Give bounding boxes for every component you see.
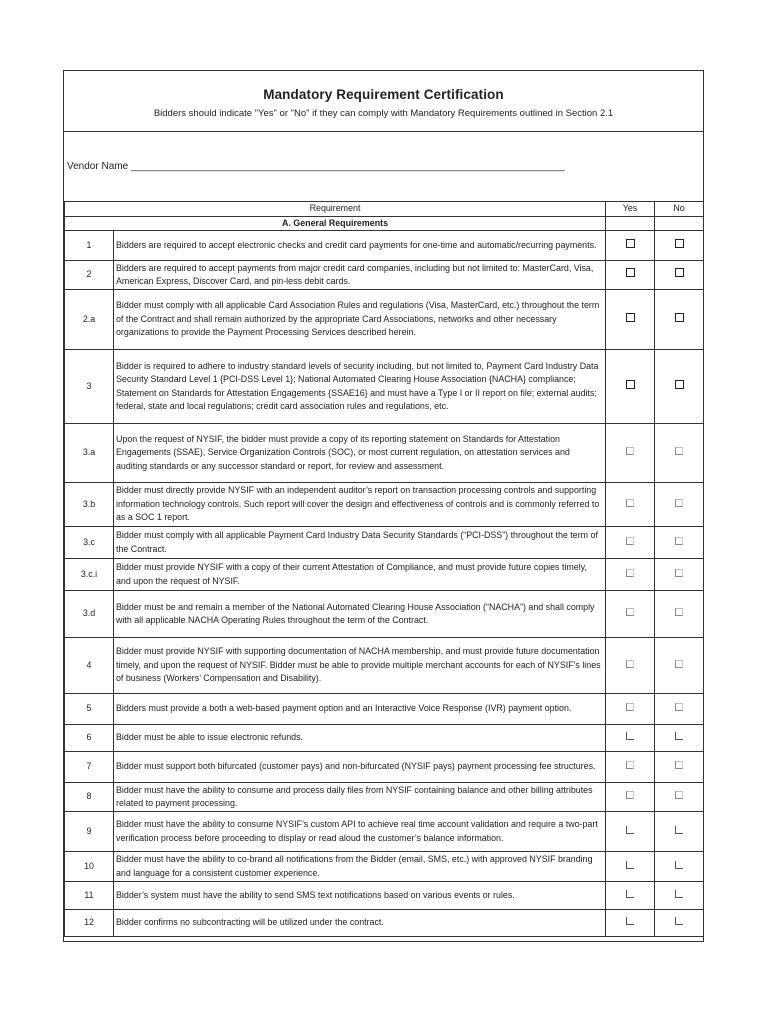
no-checkbox-cell[interactable] — [655, 559, 704, 591]
requirement-number: 8 — [65, 783, 114, 812]
table-row — [65, 725, 704, 752]
yes-checkbox-cell[interactable] — [606, 694, 655, 725]
yes-checkbox[interactable] — [626, 917, 634, 925]
no-checkbox-cell[interactable] — [655, 882, 704, 910]
yes-checkbox[interactable] — [626, 703, 634, 711]
requirement-text: Bidder must provide NYSIF with a copy of their current Attestation of Compliance, and must provide future copies timely, and upon the request of NYSIF. — [114, 559, 606, 591]
no-checkbox[interactable] — [675, 660, 683, 668]
yes-checkbox-cell[interactable] — [606, 783, 655, 812]
no-checkbox-cell[interactable] — [655, 424, 704, 483]
requirement-number: 3.a — [65, 424, 114, 483]
no-checkbox-cell[interactable] — [655, 261, 704, 290]
yes-checkbox-cell[interactable] — [606, 812, 655, 852]
no-checkbox-cell[interactable] — [655, 527, 704, 559]
no-checkbox-cell[interactable] — [655, 638, 704, 694]
section-blank-cell — [606, 216, 655, 231]
requirement-number: 10 — [65, 852, 114, 882]
yes-checkbox-cell[interactable] — [606, 483, 655, 527]
yes-checkbox[interactable] — [626, 732, 634, 740]
yes-checkbox[interactable] — [626, 890, 634, 898]
table-row — [65, 812, 704, 852]
table-row — [65, 752, 704, 783]
no-checkbox[interactable] — [675, 447, 683, 455]
no-checkbox-cell[interactable] — [655, 483, 704, 527]
no-checkbox-cell[interactable] — [655, 783, 704, 812]
table-row — [65, 483, 704, 527]
yes-checkbox-cell[interactable] — [606, 910, 655, 937]
no-checkbox-cell[interactable] — [655, 910, 704, 937]
yes-checkbox[interactable] — [626, 239, 635, 248]
yes-checkbox[interactable] — [626, 537, 634, 545]
yes-checkbox-cell[interactable] — [606, 350, 655, 424]
requirement-number: 7 — [65, 752, 114, 783]
table-row — [65, 694, 704, 725]
yes-checkbox[interactable] — [626, 569, 634, 577]
requirement-text: Bidder must be and remain a member of the National Automated Clearing House Association (“NACHA”) and shall comply with all applicable NACHA Operating Rules throughout the term of the Contract. — [114, 591, 606, 638]
table-row — [65, 527, 704, 559]
no-checkbox-cell[interactable] — [655, 852, 704, 882]
yes-checkbox-cell[interactable] — [606, 752, 655, 783]
table-row — [65, 350, 704, 424]
no-checkbox-cell[interactable] — [655, 231, 704, 261]
no-checkbox[interactable] — [675, 826, 683, 834]
requirement-text: Bidders must provide a both a web-based payment option and an Interactive Voice Response (IVR) payment option. — [114, 694, 606, 725]
requirement-text: Bidder is required to adhere to industry standard levels of security including, but not limited to, Payment Card Industry Data Security Standard Level 1 {PCI-DSS Level 1}; National Automated Clearing House Association {NACHA} compliance; Statement on Standards for Attestation Engagements {SSAE16} and must have a Type I or II report on file; external audits; federal, state and local regulations; credit card association rules and regulations, etc. — [114, 350, 606, 424]
page-title: Mandatory Requirement Certification — [263, 87, 504, 102]
yes-checkbox-cell[interactable] — [606, 591, 655, 638]
title-block — [64, 71, 703, 132]
requirement-text: Bidder must have the ability to consume NYSIF’s custom API to achieve real time account validation and require a two-part verification process before proceeding to display or read aloud the customer’s balance information. — [114, 812, 606, 852]
no-checkbox-cell[interactable] — [655, 591, 704, 638]
yes-checkbox-cell[interactable] — [606, 638, 655, 694]
requirement-text: Bidders are required to accept payments from major credit card companies, including but not limited to: MasterCard, Visa, American Express, Discover Card, and pin-less debit cards. — [114, 261, 606, 290]
requirement-column-header: Requirement — [65, 202, 606, 217]
yes-checkbox[interactable] — [626, 761, 634, 769]
no-checkbox[interactable] — [675, 861, 683, 869]
no-checkbox[interactable] — [675, 890, 683, 898]
yes-checkbox[interactable] — [626, 608, 634, 616]
no-checkbox[interactable] — [675, 761, 683, 769]
requirement-number: 2.a — [65, 290, 114, 350]
yes-checkbox[interactable] — [626, 268, 635, 277]
requirement-text: Bidder must comply with all applicable Payment Card Industry Data Security Standards (“PCI-DSS”) throughout the term of the Contract. — [114, 527, 606, 559]
yes-checkbox[interactable] — [626, 826, 634, 834]
requirement-number: 12 — [65, 910, 114, 937]
requirement-number: 9 — [65, 812, 114, 852]
no-checkbox[interactable] — [675, 239, 684, 248]
requirement-text: Upon the request of NYSIF, the bidder must provide a copy of its reporting statement on Standards for Attestation Engagements (SSAE), Service Organization Controls (SOC), or most current regulation, on attestation services and auditing standards or any successor standard or report, for review and assessment. — [114, 424, 606, 483]
requirement-text: Bidder must be able to issue electronic refunds. — [114, 725, 606, 752]
requirement-number: 3.b — [65, 483, 114, 527]
no-checkbox[interactable] — [675, 499, 683, 507]
no-column-header: No — [655, 202, 704, 217]
requirement-number: 4 — [65, 638, 114, 694]
yes-checkbox[interactable] — [626, 313, 635, 322]
table-row — [65, 231, 704, 261]
no-checkbox[interactable] — [675, 380, 684, 389]
no-checkbox-cell[interactable] — [655, 694, 704, 725]
requirement-text: Bidder must directly provide NYSIF with an independent auditor’s report on transaction processing controls and supporting information technology controls. Such report will cover the design and effectiveness of controls and is commonly referred to as a SOC 1 report. — [114, 483, 606, 527]
no-checkbox-cell[interactable] — [655, 812, 704, 852]
table-row — [65, 882, 704, 910]
yes-checkbox[interactable] — [626, 499, 634, 507]
no-checkbox[interactable] — [675, 917, 683, 925]
no-checkbox-cell[interactable] — [655, 290, 704, 350]
no-checkbox[interactable] — [675, 791, 683, 799]
yes-checkbox[interactable] — [626, 660, 634, 668]
yes-checkbox-cell[interactable] — [606, 725, 655, 752]
no-checkbox[interactable] — [675, 268, 684, 277]
yes-checkbox-cell[interactable] — [606, 527, 655, 559]
requirement-number: 1 — [65, 231, 114, 261]
no-checkbox-cell[interactable] — [655, 752, 704, 783]
requirement-text: Bidder must have the ability to co-brand all notifications from the Bidder (email, SMS, etc.) with approved NYSIF branding and language for a consistent customer experience. — [114, 852, 606, 882]
yes-checkbox-cell[interactable] — [606, 559, 655, 591]
requirement-number: 5 — [65, 694, 114, 725]
requirement-number: 3.c.i — [65, 559, 114, 591]
requirement-number: 3.d — [65, 591, 114, 638]
table-row — [65, 290, 704, 350]
table-row — [65, 852, 704, 882]
table-row — [65, 910, 704, 937]
section-row — [65, 216, 704, 231]
requirement-number: 2 — [65, 261, 114, 290]
requirement-text: Bidder confirms no subcontracting will be utilized under the contract. — [114, 910, 606, 937]
requirement-text: Bidder must have the ability to consume and process daily files from NYSIF containing balance and other billing attributes related to payment processing. — [114, 783, 606, 812]
no-checkbox-cell[interactable] — [655, 350, 704, 424]
yes-checkbox-cell[interactable] — [606, 261, 655, 290]
yes-checkbox-cell[interactable] — [606, 231, 655, 261]
yes-checkbox-cell[interactable] — [606, 424, 655, 483]
no-checkbox[interactable] — [675, 608, 683, 616]
no-checkbox[interactable] — [675, 703, 683, 711]
table-row — [65, 783, 704, 812]
no-checkbox-cell[interactable] — [655, 725, 704, 752]
section-blank-cell — [655, 216, 704, 231]
yes-checkbox[interactable] — [626, 380, 635, 389]
requirement-number: 6 — [65, 725, 114, 752]
requirement-text: Bidder must support both bifurcated (customer pays) and non-bifurcated (NYSIF pays) payment processing fee structures. — [114, 752, 606, 783]
yes-checkbox-cell[interactable] — [606, 882, 655, 910]
yes-checkbox[interactable] — [626, 447, 634, 455]
requirement-text: Bidders are required to accept electronic checks and credit card payments for one-time and automatic/recurring payments. — [114, 231, 606, 261]
requirement-text: Bidder must provide NYSIF with supporting documentation of NACHA membership, and must provide future documentation timely, and upon the request of NYSIF. Bidder must be able to provide multiple merchant accounts for each of NYSIF’s lines of business (Workers’ Compensation and Disability). — [114, 638, 606, 694]
requirement-text: Bidder must comply with all applicable Card Association Rules and regulations (Visa, MasterCard, etc.) throughout the term of the Contract and shall remain authorized by the appropriate Card Associations, networks and other necessary organizations to provide the Payment Processing Services described herein. — [114, 290, 606, 350]
table-row — [65, 424, 704, 483]
certification-form — [63, 70, 704, 942]
vendor-name-field[interactable]: Vendor Name ______________________________________________________________________________ — [67, 161, 565, 172]
table-row — [65, 638, 704, 694]
table-row — [65, 261, 704, 290]
yes-checkbox[interactable] — [626, 791, 634, 799]
yes-checkbox[interactable] — [626, 861, 634, 869]
requirements-table — [64, 201, 704, 937]
requirement-number: 3 — [65, 350, 114, 424]
requirement-text: Bidder’s system must have the ability to send SMS text notifications based on various events or rules. — [114, 882, 606, 910]
no-checkbox[interactable] — [675, 569, 683, 577]
table-row — [65, 559, 704, 591]
table-header-row — [65, 202, 704, 217]
yes-checkbox-cell[interactable] — [606, 852, 655, 882]
no-checkbox[interactable] — [675, 537, 683, 545]
table-row — [65, 591, 704, 638]
yes-column-header: Yes — [606, 202, 655, 217]
page-subtitle: Bidders should indicate "Yes" or "No" if they can comply with Mandatory Requirements outlined in Section 2.1 — [153, 108, 614, 119]
yes-checkbox-cell[interactable] — [606, 290, 655, 350]
section-title: A. General Requirements — [65, 216, 606, 231]
requirement-number: 3.c — [65, 527, 114, 559]
no-checkbox[interactable] — [675, 313, 684, 322]
requirement-number: 11 — [65, 882, 114, 910]
no-checkbox[interactable] — [675, 732, 683, 740]
